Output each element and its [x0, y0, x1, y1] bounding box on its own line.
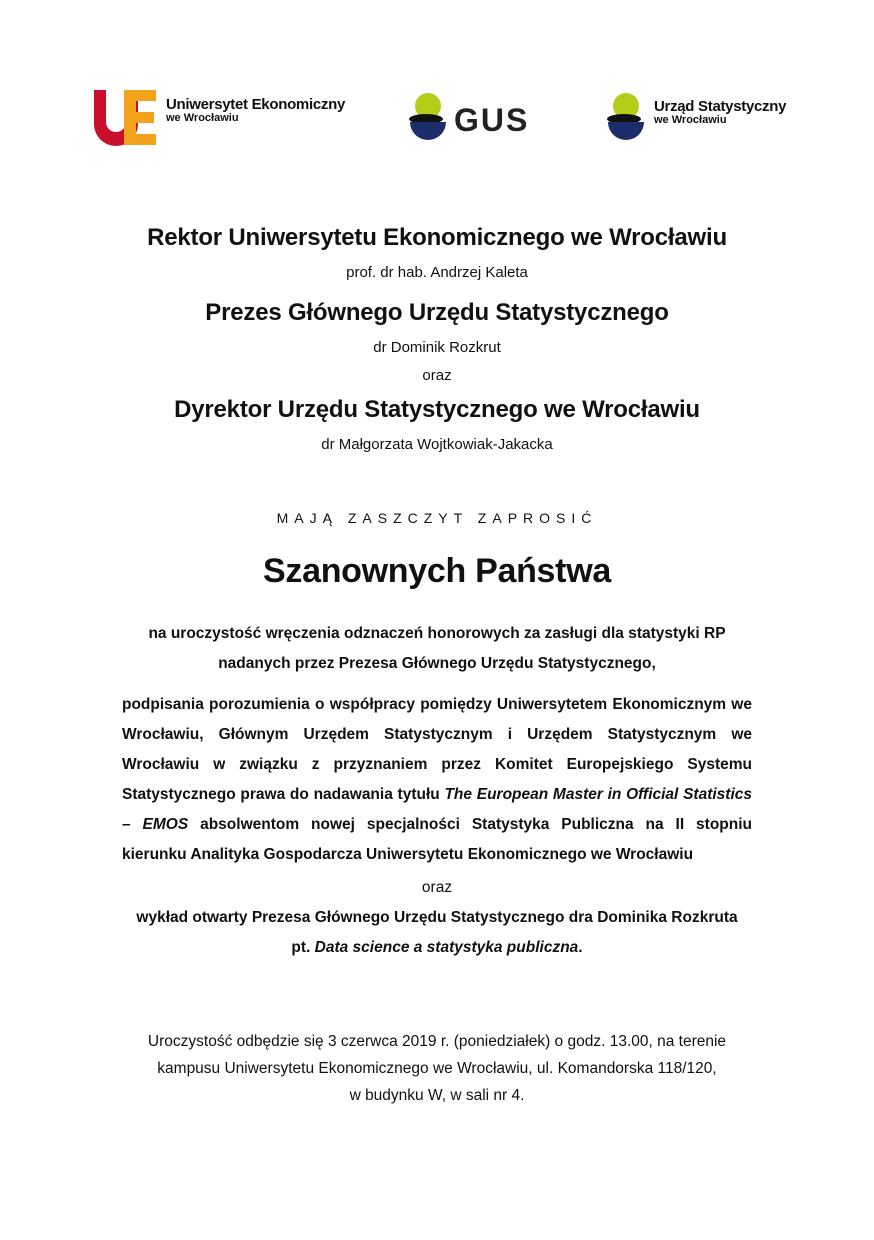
gus-logo-text: GUS — [454, 101, 530, 138]
event-details-line2: kampusu Uniwersytetu Ekonomicznego we Wrocławiu, ul. Komandorska 118/120, — [157, 1060, 717, 1077]
host-1-role: Rektor Uniwersytetu Ekonomicznego we Wrocławiu — [147, 224, 727, 251]
paragraph-agreement — [122, 690, 752, 870]
lecture-prefix: pt. — [291, 939, 315, 956]
us-logo-icon — [606, 92, 646, 148]
paragraph-lecture-line2 — [122, 933, 752, 963]
gus-logo-icon — [408, 92, 448, 148]
ue-logo-line1: Uniwersytet Ekonomiczny — [166, 96, 345, 114]
paragraph-ceremony-line1: na uroczystość wręczenia odznaczeń honorowych za zasługi dla statystyki RP — [148, 625, 726, 642]
paragraph-agreement-text-end: absolwentom nowej specjalności Statystyka Publiczna na II stopniu kierunku Analityka Gospodarcza Uniwersytetu Ekonomicznego we Wrocławiu — [122, 816, 753, 863]
us-logo — [606, 92, 786, 148]
ue-logo — [92, 88, 345, 148]
host-2-role: Prezes Głównego Urzędu Statystycznego — [205, 299, 669, 326]
us-logo-line2: we Wrocławiu — [654, 114, 727, 127]
invite-line: MAJĄ ZASZCZYT ZAPROSIĆ — [276, 510, 598, 526]
ue-logo-icon — [92, 88, 158, 148]
host-3-name: dr Małgorzata Wojtkowiak-Jakacka — [321, 436, 553, 453]
us-logo-line1: Urząd Statystyczny — [654, 98, 787, 116]
gus-logo — [408, 92, 529, 148]
paragraph-agreement-emos: The European Master in Official Statistics – EMOS — [122, 786, 752, 833]
paragraph-lecture — [122, 903, 752, 963]
host-3-role: Dyrektor Urzędu Statystycznego we Wrocławiu — [174, 396, 700, 423]
paragraph-ceremony — [122, 619, 752, 679]
host-2-name: dr Dominik Rozkrut — [373, 339, 501, 356]
event-details-line1: Uroczystość odbędzie się 3 czerwca 2019 r. (poniedziałek) o godz. 13.00, na terenie — [147, 1033, 727, 1050]
logo-bar — [0, 88, 874, 152]
lecture-suffix: . — [578, 939, 583, 956]
connector-oraz: oraz — [422, 367, 452, 384]
host-1-name: prof. dr hab. Andrzej Kaleta — [346, 264, 528, 281]
invite-title: Szanownych Państwa — [263, 552, 611, 590]
paragraph-agreement-text: podpisania porozumienia o współpracy pomiędzy Uniwersytetem Ekonomicznym we Wrocławiu, Głównym Urzędem Statystycznym i Urzędem Statystycznym we Wrocławiu w związku z przyznaniem przez Komitet Europejskiego Systemu Statystycznego prawa do nadawania tytułu — [122, 696, 752, 803]
paragraph-lecture-line1: wykład otwarty Prezesa Głównego Urzędu Statystycznego dra Dominika Rozkruta — [136, 909, 738, 926]
paragraph-ceremony-line2: nadanych przez Prezesa Głównego Urzędu Statystycznego, — [218, 655, 656, 672]
event-details — [100, 1028, 774, 1109]
connector-oraz-2: oraz — [421, 879, 453, 896]
lecture-title: Data science a statystyka publiczna — [314, 939, 579, 956]
event-details-line3: w budynku W, w sali nr 4. — [349, 1087, 525, 1104]
ue-logo-line2: we Wrocławiu — [166, 112, 239, 125]
